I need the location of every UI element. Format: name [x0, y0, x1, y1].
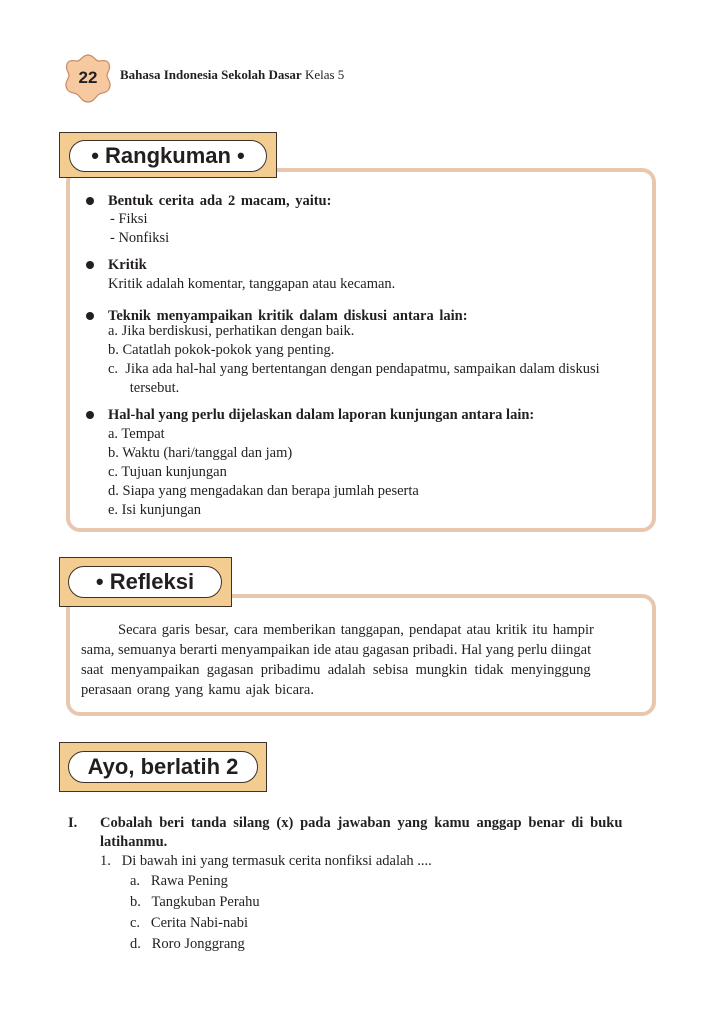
instruction-line: latihanmu. — [100, 834, 168, 850]
summary-item-heading: Kritik — [108, 257, 147, 273]
summary-tab — [59, 132, 277, 178]
summary-item-line: Kritik adalah komentar, tanggapan atau kecaman. — [108, 276, 396, 292]
reflection-line: sama, semuanya berarti menyampaikan ide atau gagasan pribadi. Hal yang perlu diingat — [81, 642, 592, 658]
book-title: Bahasa Indonesia Sekolah Dasar Kelas 5 — [120, 67, 345, 82]
summary-item-line: a. Tempat — [108, 426, 165, 442]
summary-item-line: c. Jika ada hal-hal yang bertentangan dengan pendapatmu, sampaikan dalam diskusi — [108, 361, 600, 377]
summary-item-line: b. Catatlah pokok-pokok yang penting. — [108, 342, 335, 358]
summary-item-line: - Fiksi — [110, 211, 148, 227]
bullet-icon — [86, 312, 94, 320]
summary-item-line: b. Waktu (hari/tanggal dan jam) — [108, 445, 293, 461]
summary-item-heading: Bentuk cerita ada 2 macam, yaitu: — [108, 193, 332, 209]
bullet-icon — [86, 261, 94, 269]
instruction-line: Cobalah beri tanda silang (x) pada jawaban yang kamu anggap benar di buku — [100, 815, 623, 831]
page-number: 22 — [78, 68, 98, 87]
reflection-line: saat menyampaikan gagasan pribadimu adalah sebisa mungkin tidak menyinggung — [81, 662, 591, 678]
exercise-title: Ayo, berlatih 2 — [68, 751, 258, 783]
summary-item-line: e. Isi kunjungan — [108, 502, 202, 518]
bullet-icon — [86, 197, 94, 205]
answer-option: a. Rawa Pening — [130, 873, 228, 889]
reflection-title: • Refleksi — [68, 566, 222, 598]
summary-item-line: tersebut. — [108, 380, 180, 396]
summary-item-line: a. Jika berdiskusi, perhatikan dengan baik. — [108, 323, 355, 339]
summary-item-line: c. Tujuan kunjungan — [108, 464, 227, 480]
reflection-line: Secara garis besar, cara memberikan tanggapan, pendapat atau kritik itu hampir — [118, 622, 594, 638]
question: 1. Di bawah ini yang termasuk cerita nonfiksi adalah .... — [100, 853, 432, 869]
summary-item-heading: Teknik menyampaikan kritik dalam diskusi antara lain: — [108, 308, 468, 324]
bullet-icon — [86, 411, 94, 419]
summary-item-heading: Hal-hal yang perlu dijelaskan dalam laporan kunjungan antara lain: — [108, 407, 535, 423]
answer-option: c. Cerita Nabi-nabi — [130, 915, 248, 931]
section-number: I. — [68, 815, 78, 831]
answer-option: b. Tangkuban Perahu — [130, 894, 260, 910]
summary-item-line: - Nonfiksi — [110, 230, 170, 246]
summary-item-line: d. Siapa yang mengadakan dan berapa jumlah peserta — [108, 483, 419, 499]
reflection-line: perasaan orang yang kamu ajak bicara. — [81, 682, 314, 698]
summary-title: • Rangkuman • — [69, 140, 267, 172]
answer-option: d. Roro Jonggrang — [130, 936, 245, 952]
exercise-tab — [59, 742, 267, 792]
reflection-tab — [59, 557, 232, 607]
